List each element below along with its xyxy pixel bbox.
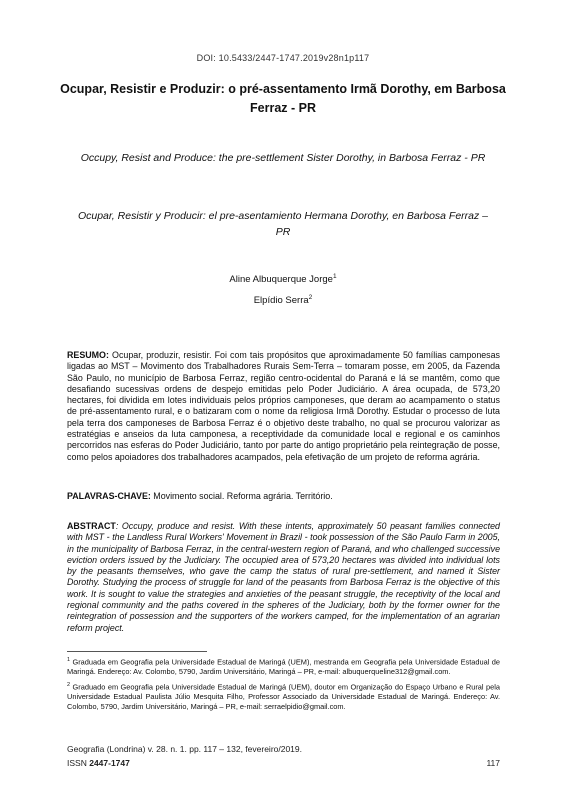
footnote-1 [67,656,500,677]
resumo-text: Ocupar, produzir, resistir. Foi com tais propósitos que aproximadamente 50 famílias camponesas ligadas ao MST – Movimento dos Trabalhadores Rurais Sem-Terra – tomaram posse, em 2005, da Fazenda São Paulo, no município de Barbosa Ferraz, região centro-ocidental do Paraná e lá se mantêm, como que desafiando sucessivas ordens de despejo emitidas pelo Poder Judiciário. A área ocupada, de 573,20 hectares, foi dividida em lotes individuais pelos próprios camponeses, que deram ao acampamento o status de pré-assentamento rural, e o batizaram com o nome da religiosa Irmã Dorothy. Estudar o processo de luta pela terra dos camponeses de Barbosa Ferraz é o objetivo deste trabalho, no qual se procurou valorizar as estratégias e anseios da luta camponesa, a receptividade da comunidade local e regional e os caminhos percorridos nas esferas do Poder Judiciário, tanto por parte do antigo proprietário pela reintegração de posse, como pelos apoiadores dos trabalhadores acampados, pela efetivação de um projeto de reforma agrária. [67,350,500,462]
article-title: Ocupar, Resistir e Produzir: o pré-assentamento Irmã Dorothy, em Barbosa Ferraz - PR [60,82,506,115]
issn-number: 2447-1747 [89,758,130,768]
abstract-label: ABSTRACT [67,521,116,531]
page-number: 117 [486,758,500,768]
keywords-label: PALAVRAS-CHAVE: [67,491,151,501]
abstract-section [67,521,500,634]
author-list [0,268,566,310]
keywords-section [67,491,500,502]
issn-line [67,756,500,770]
footnote-text: Graduado em Geografia pela Universidade Estadual de Maringá (UEM), doutor em Organização do Espaço Urbano e Rural pela Universidade Estadual Paulista Júlio Mesquita Filho, Professor Associado da Universidade Estadual de Maringá. Endereço: Av. Colombo, 5790, Jardim Universitário, Maringá – PR, e-mail: serraelpidio@gmail.com. [67,682,500,711]
author-name: Elpídio Serra [253,295,309,307]
footnote-number: 1 [67,657,71,663]
author-2 [0,289,566,310]
footnote-text: Graduada em Geografia pela Universidade Estadual de Maringá (UEM), mestranda em Geografia pela Universidade Estadual de Maringá. Endereço: Av. Colombo, 5790, Jardim Universitário, Maringá – PR, e-mail: albuquerqueline312@gmail.com. [67,657,500,677]
author-1 [0,268,566,289]
page-footer [67,742,500,770]
abstract-text: : Occupy, produce and resist. With these intents, approximately 50 peasant families connected with MST - the Landless Rural Workers' Movement in Brazil - took possession of the São Paulo Farm in 2005, in the municipality of Barbosa Ferraz, in the central-western region of Paraná, and who challenged successive eviction orders issued by the Judiciary. The occupied area of 573,20 hectares was divided into individual lots by the peasants themselves, who gave the camp the status of rural pre-settlement, and named it Sister Dorothy. Studying the process of struggle for land of the peasants from Barbosa Ferraz is the objective of this work. It is sought to value the strategies and anxieties of the peasant struggle, the receptivity of the local and regional community and the paths covered in the spheres of the Judiciary, both by the former owner for the reintegration of possession and the supporters of the workers camped, for the implementation of an agrarian reform project. [67,521,500,633]
footnote-2 [67,681,500,712]
issn-label: ISSN [67,758,87,768]
keywords-text: Movimento social. Reforma agrária. Território. [153,491,333,501]
author-footnote-marker: 2 [308,294,313,302]
article-title-english: Occupy, Resist and Produce: the pre-settlement Sister Dorothy, in Barbosa Ferraz - PR [80,152,486,164]
author-name: Aline Albuquerque Jorge [229,274,333,286]
doi-header: DOI: 10.5433/2447-1747.2019v28n1p117 [196,53,370,63]
author-footnote-marker: 1 [332,273,337,280]
journal-citation: Geografia (Londrina) v. 28. n. 1. pp. 117 – 132, fevereiro/2019. [67,744,303,754]
footnote-divider [67,651,207,652]
footnote-number: 2 [67,681,71,688]
footnotes [67,656,500,715]
resumo-label: RESUMO: [67,350,109,360]
article-title-spanish: Ocupar, Resistir y Producir: el pre-asentamiento Hermana Dorothy, en Barbosa Ferraz – PR [77,210,489,238]
resumo-section [67,350,500,463]
